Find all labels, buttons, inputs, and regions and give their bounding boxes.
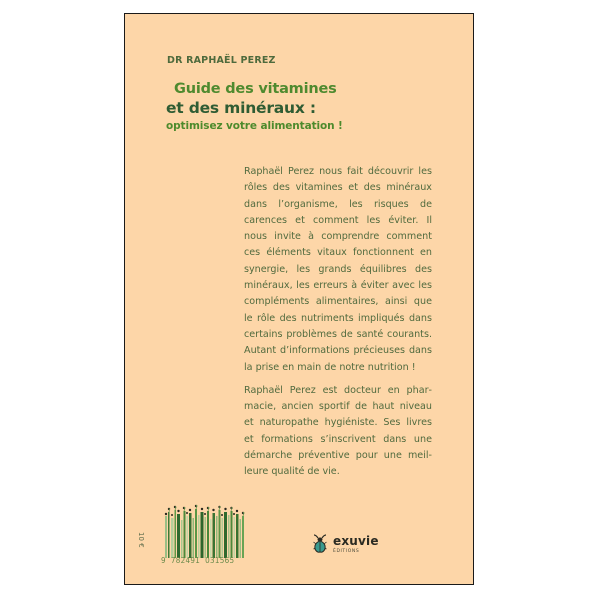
publisher-logo bbox=[313, 534, 379, 554]
book-back-cover bbox=[124, 13, 474, 585]
blurb bbox=[244, 164, 432, 488]
isbn-group-1: 782491 bbox=[170, 556, 201, 565]
publisher-subtitle: ÉDITIONS bbox=[333, 548, 360, 554]
subtitle: optimisez votre alimentation ! bbox=[166, 120, 343, 132]
title-line-1: Guide des vitamines bbox=[174, 81, 337, 97]
publisher-name: exuvie bbox=[333, 533, 379, 548]
isbn-group-2: 031565 bbox=[205, 556, 235, 565]
barcode-grass-icon bbox=[163, 502, 245, 558]
blurb-paragraph-1: Raphaël Perez nous fait découvrir les rôles des vitamines et des minéraux dans l’organisme, les risques de carences et comment les éviter. Il nous invite à comprendre comment ces éléments vitaux fonctionnent en synergie, les grands équilibres des minéraux, les erreurs à éviter avec les compléments alimentaires, ainsi que le rôle des nutriments impliqués dans certains problèmes de santé courants. Autant d’informations précieuses dans la prise en main de notre nutrition ! bbox=[244, 166, 432, 373]
price-label: 10 € bbox=[137, 532, 145, 548]
isbn-prefix: 9 bbox=[161, 556, 166, 565]
blurb-paragraph-2: Raphaël Perez est docteur en pharmacie, ancien sportif de haut niveau et naturopathe hygiéniste. Ses livres et formations s’inscrivent dans une démarche préventive pour une meilleure qualité de vie. bbox=[244, 384, 432, 478]
title-line-2: et des minéraux : bbox=[166, 99, 316, 117]
isbn-number bbox=[161, 556, 239, 565]
cicada-icon bbox=[313, 534, 327, 554]
author-name: DR RAPHAËL PEREZ bbox=[167, 55, 276, 66]
